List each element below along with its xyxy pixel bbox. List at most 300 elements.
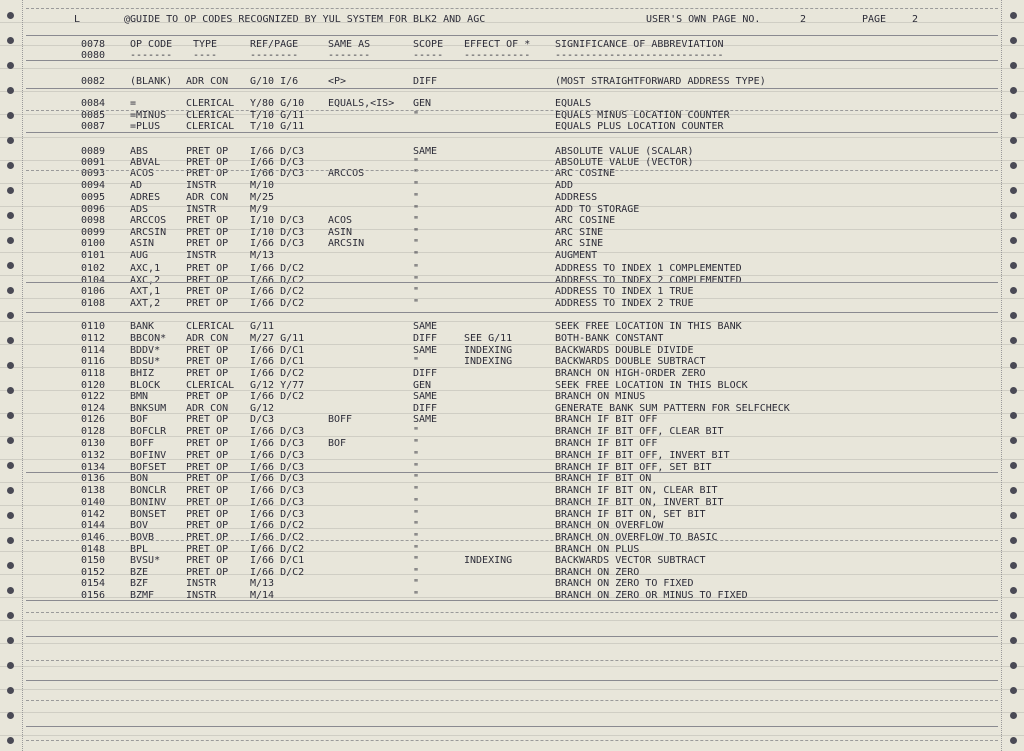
cell-type: PRET OP (186, 157, 229, 168)
cell-sig: EQUALS (555, 98, 592, 109)
cell-op: AXC,2 (130, 275, 161, 286)
code-0080: 0080 (81, 50, 106, 61)
cell-code: 0152 (81, 567, 106, 578)
cell-scope: " (413, 192, 420, 203)
underline-effect: ----------- (464, 50, 531, 61)
ruling-line-dashed (26, 170, 998, 171)
cell-type: PRET OP (186, 345, 229, 356)
cell-ref: I/66 D/C2 (250, 275, 305, 286)
underline-scope: ----- (413, 50, 444, 61)
cell-sig: BRANCH ON OVERFLOW TO BASIC (555, 532, 718, 543)
cell-scope: DIFF (413, 333, 438, 344)
ruling-line-dashed (26, 540, 998, 541)
cell-sig: ADDRESS TO INDEX 2 TRUE (555, 298, 694, 309)
cell-scope: " (413, 286, 420, 297)
cell-type: CLERICAL (186, 321, 235, 332)
cell-ref: I/66 D/C3 (250, 450, 305, 461)
cell-type: INSTR (186, 590, 217, 601)
cell-code: 0126 (81, 414, 106, 425)
feed-hole (1010, 12, 1017, 19)
ruling-line (26, 312, 998, 313)
cell-op: BLOCK (130, 380, 161, 391)
cell-code: 0146 (81, 532, 106, 543)
cell-sig: SEEK FREE LOCATION IN THIS BANK (555, 321, 742, 332)
cell-code: 0106 (81, 286, 106, 297)
table-row (0, 333, 1024, 344)
ruling-line (26, 600, 998, 601)
cell-code: 0138 (81, 485, 106, 496)
cell-same: BOF (328, 438, 347, 449)
cell-ref: I/10 D/C3 (250, 215, 305, 226)
cell-same: ARCSIN (328, 238, 365, 249)
feed-hole (7, 737, 14, 744)
cell-same: ACOS (328, 215, 353, 226)
underline-type: ---- (193, 50, 218, 61)
feed-hole (7, 612, 14, 619)
cell-ref: I/66 D/C2 (250, 298, 305, 309)
cell-scope: " (413, 157, 420, 168)
cell-scope: " (413, 238, 420, 249)
cell-ref: G/12 (250, 403, 275, 414)
cell-op: BNKSUM (130, 403, 167, 414)
table-row (0, 438, 1024, 449)
cell-ref: M/27 G/11 (250, 333, 305, 344)
cell-scope: " (413, 168, 420, 179)
cell-op: BON (130, 473, 149, 484)
cell-sig: BRANCH ON OVERFLOW (555, 520, 664, 531)
cell-op: ADS (130, 204, 149, 215)
cell-code: 0132 (81, 450, 106, 461)
cell-op: = (130, 98, 137, 109)
left-mark: L (74, 14, 81, 25)
table-row (0, 485, 1024, 496)
cell-sig: BRANCH IF BIT ON, CLEAR BIT (555, 485, 718, 496)
cell-ref: I/66 D/C1 (250, 356, 305, 367)
cell-scope: " (413, 180, 420, 191)
cell-type: PRET OP (186, 567, 229, 578)
cell-op: AXC,1 (130, 263, 161, 274)
cell-code: 0122 (81, 391, 106, 402)
cell-type: INSTR (186, 250, 217, 261)
cell-code: 0130 (81, 438, 106, 449)
cell-op: BOFSET (130, 462, 167, 473)
table-row (0, 532, 1024, 543)
cell-code: 0142 (81, 509, 106, 520)
feed-hole (1010, 312, 1017, 319)
cell-scope: " (413, 204, 420, 215)
cell-op: BZF (130, 578, 149, 589)
cell-type: ADR CON (186, 333, 229, 344)
cell-ref: I/66 D/C3 (250, 462, 305, 473)
table-row (0, 426, 1024, 437)
feed-hole (1010, 612, 1017, 619)
cell-sig: BRANCH ON ZERO OR MINUS TO FIXED (555, 590, 748, 601)
cell-type: PRET OP (186, 298, 229, 309)
cell-op: BONSET (130, 509, 167, 520)
cell-sig: ADDRESS TO INDEX 1 TRUE (555, 286, 694, 297)
cell-op: AXT,1 (130, 286, 161, 297)
ruling-line-dashed (26, 8, 998, 9)
cell-scope: " (413, 532, 420, 543)
ruling-line (26, 132, 998, 133)
cell-op: BMN (130, 391, 149, 402)
cell-ref: I/66 D/C3 (250, 485, 305, 496)
cell-op: =PLUS (130, 121, 161, 132)
cell-sig: ARC COSINE (555, 168, 616, 179)
col-type: TYPE (193, 39, 218, 50)
table-row (0, 146, 1024, 157)
table-row (0, 192, 1024, 203)
cell-type: PRET OP (186, 438, 229, 449)
table-row (0, 215, 1024, 226)
cell-ref: I/66 D/C2 (250, 567, 305, 578)
table-row (0, 368, 1024, 379)
cell-same: ARCCOS (328, 168, 365, 179)
cell-sig: ARC SINE (555, 238, 604, 249)
feed-hole (7, 12, 14, 19)
cell-op: ABVAL (130, 157, 161, 168)
cell-type: PRET OP (186, 485, 229, 496)
cell-effect: SEE G/11 (464, 333, 513, 344)
table-row (0, 544, 1024, 555)
cell-sig: ADDRESS TO INDEX 2 COMPLEMENTED (555, 275, 742, 286)
table-row (0, 520, 1024, 531)
cell-scope: SAME (413, 321, 438, 332)
cell-code: 0104 (81, 275, 106, 286)
cell-op: BANK (130, 321, 155, 332)
cell-scope: " (413, 275, 420, 286)
cell-scope: " (413, 438, 420, 449)
cell-ref: I/66 D/C3 (250, 426, 305, 437)
table-row (0, 321, 1024, 332)
table-row (0, 414, 1024, 425)
cell-sig: BOTH-BANK CONSTANT (555, 333, 664, 344)
cell-scope: " (413, 110, 420, 121)
cell-scope: DIFF (413, 403, 438, 414)
cell-type: PRET OP (186, 391, 229, 402)
table-row (0, 298, 1024, 309)
feed-hole (7, 312, 14, 319)
table-row (0, 286, 1024, 297)
table-row (0, 391, 1024, 402)
feed-hole (7, 687, 14, 694)
cell-sig: ARC COSINE (555, 215, 616, 226)
ruling-line-dashed (26, 740, 998, 741)
cell-type: CLERICAL (186, 98, 235, 109)
feed-hole (1010, 662, 1017, 669)
cell-ref: I/66 D/C2 (250, 520, 305, 531)
cell-sig: AUGMENT (555, 250, 598, 261)
cell-scope: " (413, 497, 420, 508)
feed-hole (1010, 737, 1017, 744)
cell-type: PRET OP (186, 368, 229, 379)
table-row (0, 98, 1024, 109)
cell-scope: DIFF (413, 368, 438, 379)
cell-type: PRET OP (186, 544, 229, 555)
cell-sig: BRANCH IF BIT OFF (555, 438, 658, 449)
cell-type: PRET OP (186, 215, 229, 226)
cell-ref: G/10 I/6 (250, 76, 299, 87)
cell-op: BOV (130, 520, 149, 531)
cell-ref: I/66 D/C3 (250, 497, 305, 508)
cell-scope: " (413, 485, 420, 496)
col-scope: SCOPE (413, 39, 444, 50)
cell-code: 0091 (81, 157, 106, 168)
table-row (0, 497, 1024, 508)
cell-ref: I/66 D/C3 (250, 509, 305, 520)
cell-sig: ADD (555, 180, 574, 191)
cell-ref: I/66 D/C3 (250, 168, 305, 179)
table-row (0, 555, 1024, 566)
cell-sig: BRANCH IF BIT OFF, SET BIT (555, 462, 712, 473)
cell-op: BZMF (130, 590, 155, 601)
cell-code: 0100 (81, 238, 106, 249)
cell-sig: BRANCH IF BIT ON (555, 473, 652, 484)
cell-code: 0128 (81, 426, 106, 437)
cell-code: 0099 (81, 227, 106, 238)
cell-ref: M/13 (250, 250, 275, 261)
cell-code: 0150 (81, 555, 106, 566)
cell-code: 0089 (81, 146, 106, 157)
cell-op: AXT,2 (130, 298, 161, 309)
table-row (0, 250, 1024, 261)
cell-ref: I/66 D/C3 (250, 438, 305, 449)
cell-op: ABS (130, 146, 149, 157)
cell-code: 0093 (81, 168, 106, 179)
underline-ref-page: -------- (250, 50, 299, 61)
ruling-line (26, 472, 998, 473)
cell-ref: I/66 D/C1 (250, 555, 305, 566)
cell-ref: M/14 (250, 590, 275, 601)
col-op-code: OP CODE (130, 39, 173, 50)
cell-op: BOVB (130, 532, 155, 543)
cell-ref: T/10 G/11 (250, 121, 305, 132)
feed-hole (7, 37, 14, 44)
cell-ref: I/66 D/C1 (250, 345, 305, 356)
cell-code: 0120 (81, 380, 106, 391)
feed-hole (7, 87, 14, 94)
cell-scope: " (413, 263, 420, 274)
cell-scope: " (413, 578, 420, 589)
cell-sig: ARC SINE (555, 227, 604, 238)
cell-type: PRET OP (186, 555, 229, 566)
cell-ref: M/10 (250, 180, 275, 191)
cell-code: 0144 (81, 520, 106, 531)
cell-op: (BLANK) (130, 76, 173, 87)
ruling-line (26, 35, 998, 36)
table-row (0, 121, 1024, 132)
table-row (0, 567, 1024, 578)
cell-op: BOF (130, 414, 149, 425)
ruling-line (26, 88, 998, 89)
cell-scope: GEN (413, 380, 432, 391)
col-significance: SIGNIFICANCE OF ABBREVIATION (555, 39, 724, 50)
cell-code: 0116 (81, 356, 106, 367)
users-page-label: USER'S OWN PAGE NO. (646, 14, 761, 25)
cell-op: BBCON* (130, 333, 167, 344)
ruling-line-dashed (26, 110, 998, 111)
cell-sig: ADD TO STORAGE (555, 204, 640, 215)
cell-scope: SAME (413, 146, 438, 157)
feed-hole (1010, 687, 1017, 694)
cell-code: 0148 (81, 544, 106, 555)
cell-op: BOFINV (130, 450, 167, 461)
cell-scope: " (413, 520, 420, 531)
ruling-line-dashed (26, 660, 998, 661)
cell-effect: INDEXING (464, 356, 513, 367)
cell-sig: BRANCH IF BIT ON, SET BIT (555, 509, 706, 520)
cell-code: 0095 (81, 192, 106, 203)
cell-sig: BRANCH ON ZERO TO FIXED (555, 578, 694, 589)
cell-type: PRET OP (186, 286, 229, 297)
cell-type: PRET OP (186, 509, 229, 520)
cell-type: PRET OP (186, 146, 229, 157)
cell-scope: " (413, 473, 420, 484)
feed-hole (7, 662, 14, 669)
cell-sig: BRANCH IF BIT OFF, CLEAR BIT (555, 426, 724, 437)
underline-op-code: ------- (130, 50, 173, 61)
cell-code: 0156 (81, 590, 106, 601)
cell-type: ADR CON (186, 403, 229, 414)
cell-type: PRET OP (186, 450, 229, 461)
cell-type: INSTR (186, 180, 217, 191)
feed-hole (1010, 87, 1017, 94)
cell-type: PRET OP (186, 238, 229, 249)
cell-op: BONCLR (130, 485, 167, 496)
cell-op: BHIZ (130, 368, 155, 379)
cell-type: PRET OP (186, 497, 229, 508)
cell-scope: SAME (413, 345, 438, 356)
users-page-number: 2 (800, 14, 807, 25)
cell-ref: I/66 D/C3 (250, 146, 305, 157)
cell-scope: " (413, 356, 420, 367)
table-row (0, 356, 1024, 367)
table-row (0, 509, 1024, 520)
cell-ref: M/13 (250, 578, 275, 589)
cell-scope: " (413, 590, 420, 601)
cell-ref: T/10 G/11 (250, 110, 305, 121)
cell-type: PRET OP (186, 263, 229, 274)
cell-type: PRET OP (186, 414, 229, 425)
cell-sig: BRANCH ON PLUS (555, 544, 640, 555)
col-ref-page: REF/PAGE (250, 39, 299, 50)
cell-type: CLERICAL (186, 110, 235, 121)
cell-type: PRET OP (186, 227, 229, 238)
cell-sig: BRANCH ON HIGH-ORDER ZERO (555, 368, 706, 379)
cell-op: ARCSIN (130, 227, 167, 238)
cell-op: BDDV* (130, 345, 161, 356)
table-row (0, 157, 1024, 168)
cell-effect: INDEXING (464, 345, 513, 356)
cell-code: 0110 (81, 321, 106, 332)
cell-code: 0114 (81, 345, 106, 356)
cell-sig: BACKWARDS DOUBLE DIVIDE (555, 345, 694, 356)
cell-scope: " (413, 462, 420, 473)
cell-type: PRET OP (186, 356, 229, 367)
cell-scope: GEN (413, 98, 432, 109)
cell-ref: I/66 D/C2 (250, 544, 305, 555)
cell-scope: SAME (413, 414, 438, 425)
cell-sig: BACKWARDS VECTOR SUBTRACT (555, 555, 706, 566)
cell-sig: BRANCH IF BIT OFF (555, 414, 658, 425)
table-row (0, 578, 1024, 589)
page-number: 2 (912, 14, 919, 25)
cell-op: =MINUS (130, 110, 167, 121)
cell-type: PRET OP (186, 462, 229, 473)
table-row (0, 76, 1024, 87)
table-row (0, 204, 1024, 215)
cell-code: 0136 (81, 473, 106, 484)
cell-sig: ADDRESS TO INDEX 1 COMPLEMENTED (555, 263, 742, 274)
table-row (0, 275, 1024, 286)
cell-op: BOFCLR (130, 426, 167, 437)
cell-ref: M/9 (250, 204, 269, 215)
cell-type: ADR CON (186, 76, 229, 87)
cell-ref: M/25 (250, 192, 275, 203)
cell-sig: BACKWARDS DOUBLE SUBTRACT (555, 356, 706, 367)
cell-op: AUG (130, 250, 149, 261)
cell-code: 0098 (81, 215, 106, 226)
cell-code: 0154 (81, 578, 106, 589)
cell-type: PRET OP (186, 520, 229, 531)
cell-scope: SAME (413, 391, 438, 402)
cell-ref: I/66 D/C3 (250, 157, 305, 168)
cell-sig: ADDRESS (555, 192, 598, 203)
cell-ref: I/10 D/C3 (250, 227, 305, 238)
ruling-line-dashed (26, 700, 998, 701)
cell-op: BDSU* (130, 356, 161, 367)
cell-scope: " (413, 450, 420, 461)
cell-ref: I/66 D/C2 (250, 263, 305, 274)
cell-code: 0082 (81, 76, 106, 87)
cell-sig: ABSOLUTE VALUE (SCALAR) (555, 146, 694, 157)
cell-scope: " (413, 426, 420, 437)
feed-hole (7, 62, 14, 69)
table-row (0, 227, 1024, 238)
cell-sig: GENERATE BANK SUM PATTERN FOR SELFCHECK (555, 403, 790, 414)
cell-op: BOFF (130, 438, 155, 449)
cell-sig: BRANCH ON ZERO (555, 567, 640, 578)
cell-ref: G/11 (250, 321, 275, 332)
cell-ref: I/66 D/C3 (250, 238, 305, 249)
cell-scope: " (413, 509, 420, 520)
cell-ref: I/66 D/C2 (250, 391, 305, 402)
ruling-line (26, 680, 998, 681)
feed-hole (7, 637, 14, 644)
table-row (0, 263, 1024, 274)
cell-sig: ABSOLUTE VALUE (VECTOR) (555, 157, 694, 168)
cell-type: PRET OP (186, 426, 229, 437)
ruling-line (26, 726, 998, 727)
cell-op: BZE (130, 567, 149, 578)
table-row (0, 473, 1024, 484)
cell-scope: " (413, 227, 420, 238)
cell-type: PRET OP (186, 275, 229, 286)
cell-scope: " (413, 298, 420, 309)
table-row (0, 380, 1024, 391)
cell-op: ARCCOS (130, 215, 167, 226)
feed-hole (1010, 37, 1017, 44)
table-row (0, 180, 1024, 191)
cell-op: BONINV (130, 497, 167, 508)
cell-sig: EQUALS PLUS LOCATION COUNTER (555, 121, 724, 132)
cell-scope: " (413, 544, 420, 555)
cell-sig: BRANCH IF BIT ON, INVERT BIT (555, 497, 724, 508)
cell-code: 0101 (81, 250, 106, 261)
ruling-line (26, 282, 998, 283)
cell-code: 0118 (81, 368, 106, 379)
table-row (0, 450, 1024, 461)
